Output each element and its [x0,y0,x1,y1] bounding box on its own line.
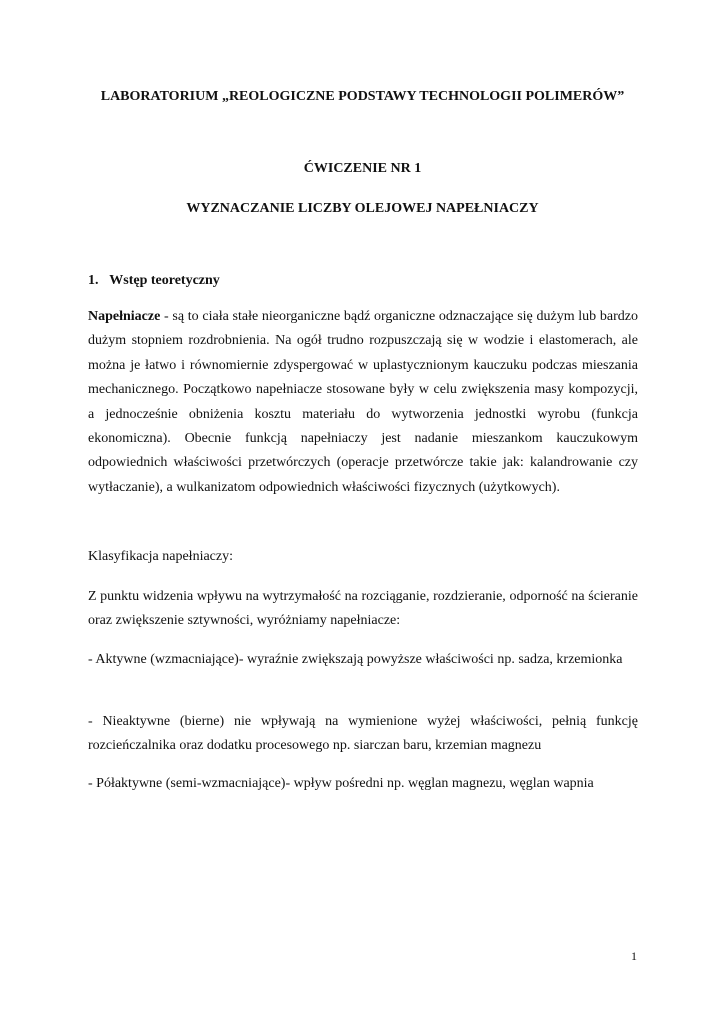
list-item-semi-active: - Półaktywne (semi-wzmacniające)- wpływ pośredni np. węglan magnezu, węglan wapnia [88,776,594,791]
section-number: 1. [88,273,99,288]
section-heading [88,273,220,289]
list-item-active: - Aktywne (wzmacniające)- wyraźnie zwiększają powyższe właściwości np. sadza, krzemionka [88,652,623,667]
document-header: LABORATORIUM „REOLOGICZNE PODSTAWY TECHNOLOGII POLIMERÓW” [100,89,625,104]
criteria-paragraph: Z punktu widzenia wpływu na wytrzymałość na rozciąganie, rozdzieranie, odporność na ścieranie oraz zwiększenie sztywności, wyróżniamy napełniacze: [88,589,638,629]
exercise-title: WYZNACZANIE LICZBY OLEJOWEJ NAPEŁNIACZY [186,201,539,216]
classification-label: Klasyfikacja napełniaczy: [88,549,233,564]
section-title: Wstęp teoretyczny [109,273,220,288]
definition-text: - są to ciała stałe nieorganiczne bądź organiczne odznaczające się dużym lub bardzo dużym stopniem rozdrobnienia. Na ogół trudno rozpuszczają się w wodzie i elastomerach, ale można je łatwo i równomiernie zdyspergować w uplastycznionym kauczuku podczas mieszania mechanicznego. Początkowo napełniacze stosowane były w celu zwiększenia masy kompozycji, a jednocześnie obniżenia kosztu materiału do wytworzenia jednostki wyrobu (funkcja ekonomiczna). Obecnie funkcją napełniaczy jest nadanie mieszankom kauczukowym odpowiednich właściwości przetwórczych (operacje przetwórcze takie jak: kalandrowanie czy wytłaczanie), a wulkanizatom odpowiednich właściwości fizycznych (użytkowych). [88,309,638,495]
page-number: 1 [631,949,637,963]
exercise-number: ĆWICZENIE NR 1 [303,161,422,176]
list-item-inactive: - Nieaktywne (bierne) nie wpływają na wymienione wyżej właściwości, pełnią funkcję rozcieńczalnika oraz dodatku procesowego np. siarczan baru, krzemian magnezu [88,714,638,754]
definition-paragraph [88,305,638,500]
definition-term: Napełniacze [88,309,161,324]
